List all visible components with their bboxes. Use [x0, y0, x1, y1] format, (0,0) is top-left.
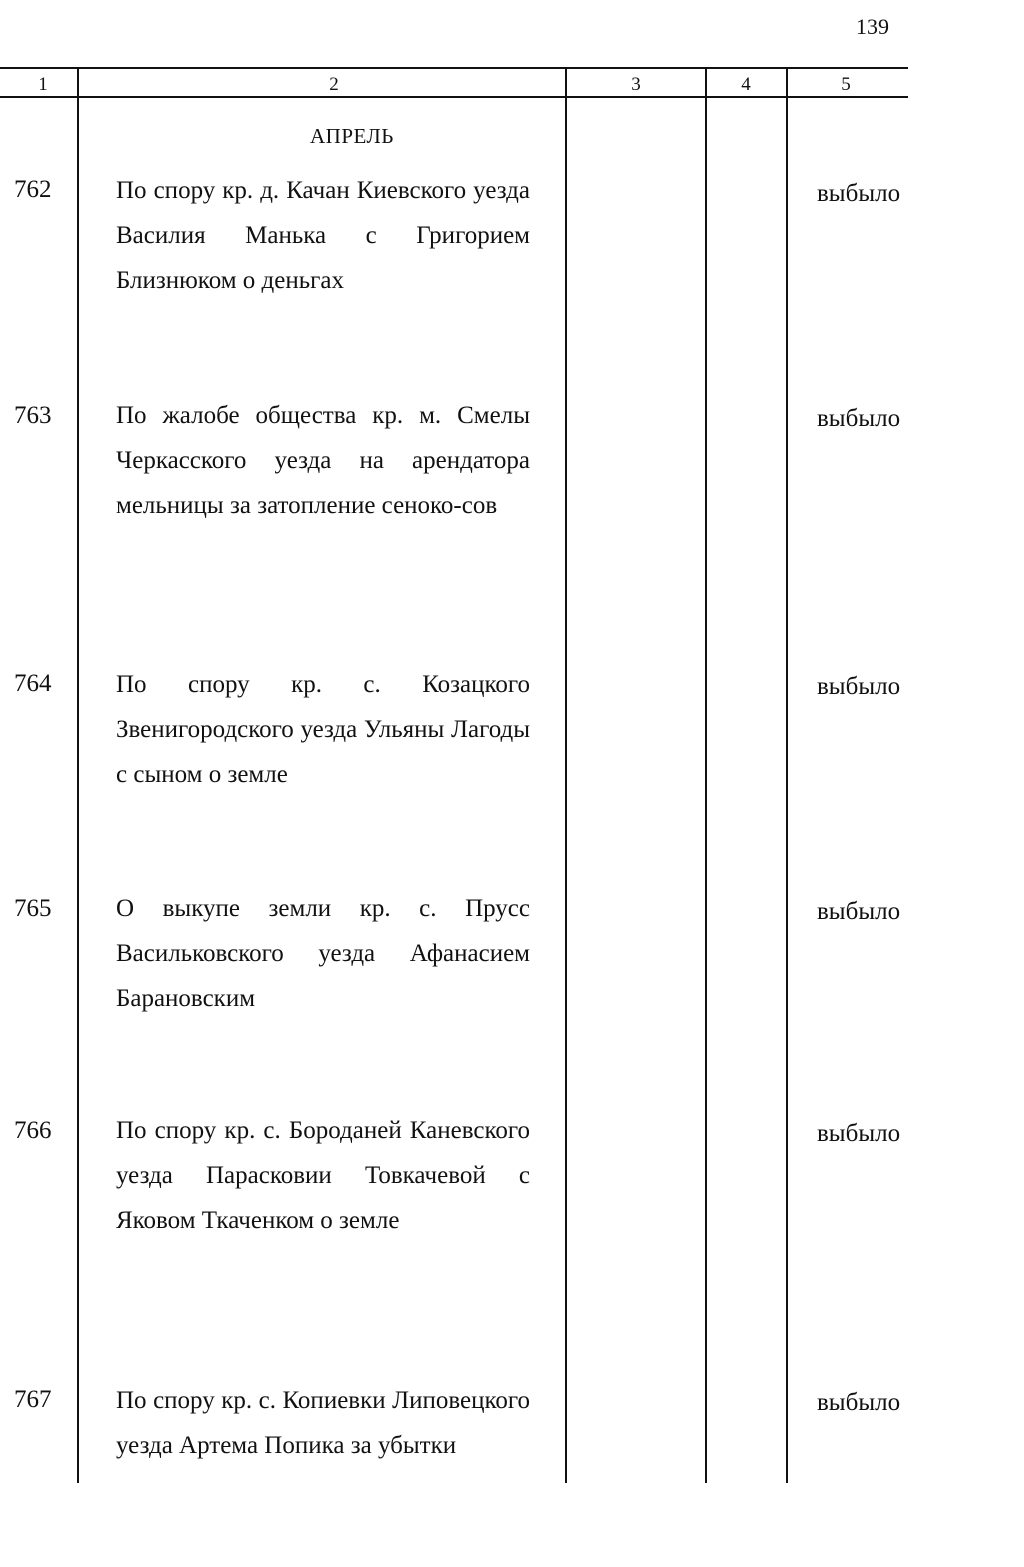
entry-number: 763: [14, 402, 52, 429]
table-top-rule: [0, 67, 908, 69]
entry-number: 766: [14, 1117, 52, 1144]
column-divider-3: [705, 67, 707, 1483]
entry-status: выбыло: [817, 898, 901, 925]
column-header-2: 2: [329, 74, 339, 95]
column-divider-4: [786, 67, 788, 1483]
entry-status: выбыло: [817, 673, 901, 700]
column-header-4: 4: [741, 74, 751, 95]
entry-status: выбыло: [817, 1120, 901, 1147]
entry-description: По спору кр. с. Бороданей Каневского уезда Парасковии Товкачевой с Яковом Ткаченком о земле: [116, 1117, 530, 1234]
column-header-5: 5: [841, 74, 851, 95]
month-heading: АПРЕЛЬ: [310, 124, 394, 148]
entry-description: По спору кр. д. Качан Киевского уезда Василия Манька с Григорием Близнюком о деньгах: [116, 177, 530, 294]
table-header-rule: [0, 96, 908, 98]
entry-number: 762: [14, 176, 52, 203]
entry-description: По спору кр. с. Копиевки Липовецкого уезда Артема Попика за убытки: [116, 1387, 530, 1459]
column-divider-1: [77, 67, 79, 1483]
column-divider-2: [565, 67, 567, 1483]
entry-number: 767: [14, 1386, 52, 1413]
column-header-3: 3: [631, 74, 641, 95]
entry-description: По спору кр. с. Козацкого Звенигородского уезда Ульяны Лагоды с сыном о земле: [116, 671, 530, 788]
column-header-1: 1: [38, 74, 48, 95]
entry-description: По жалобе общества кр. м. Смелы Черкасского уезда на арендатора мельницы за затопление сеноко-сов: [116, 402, 530, 519]
entry-number: 765: [14, 895, 52, 922]
entry-status: выбыло: [817, 405, 901, 432]
entry-description: О выкупе земли кр. с. Прусс Васильковского уезда Афанасием Барановским: [116, 895, 530, 1012]
entry-status: выбыло: [817, 180, 901, 207]
entry-status: выбыло: [817, 1389, 901, 1416]
page-number: 139: [856, 14, 889, 39]
entry-number: 764: [14, 670, 52, 697]
